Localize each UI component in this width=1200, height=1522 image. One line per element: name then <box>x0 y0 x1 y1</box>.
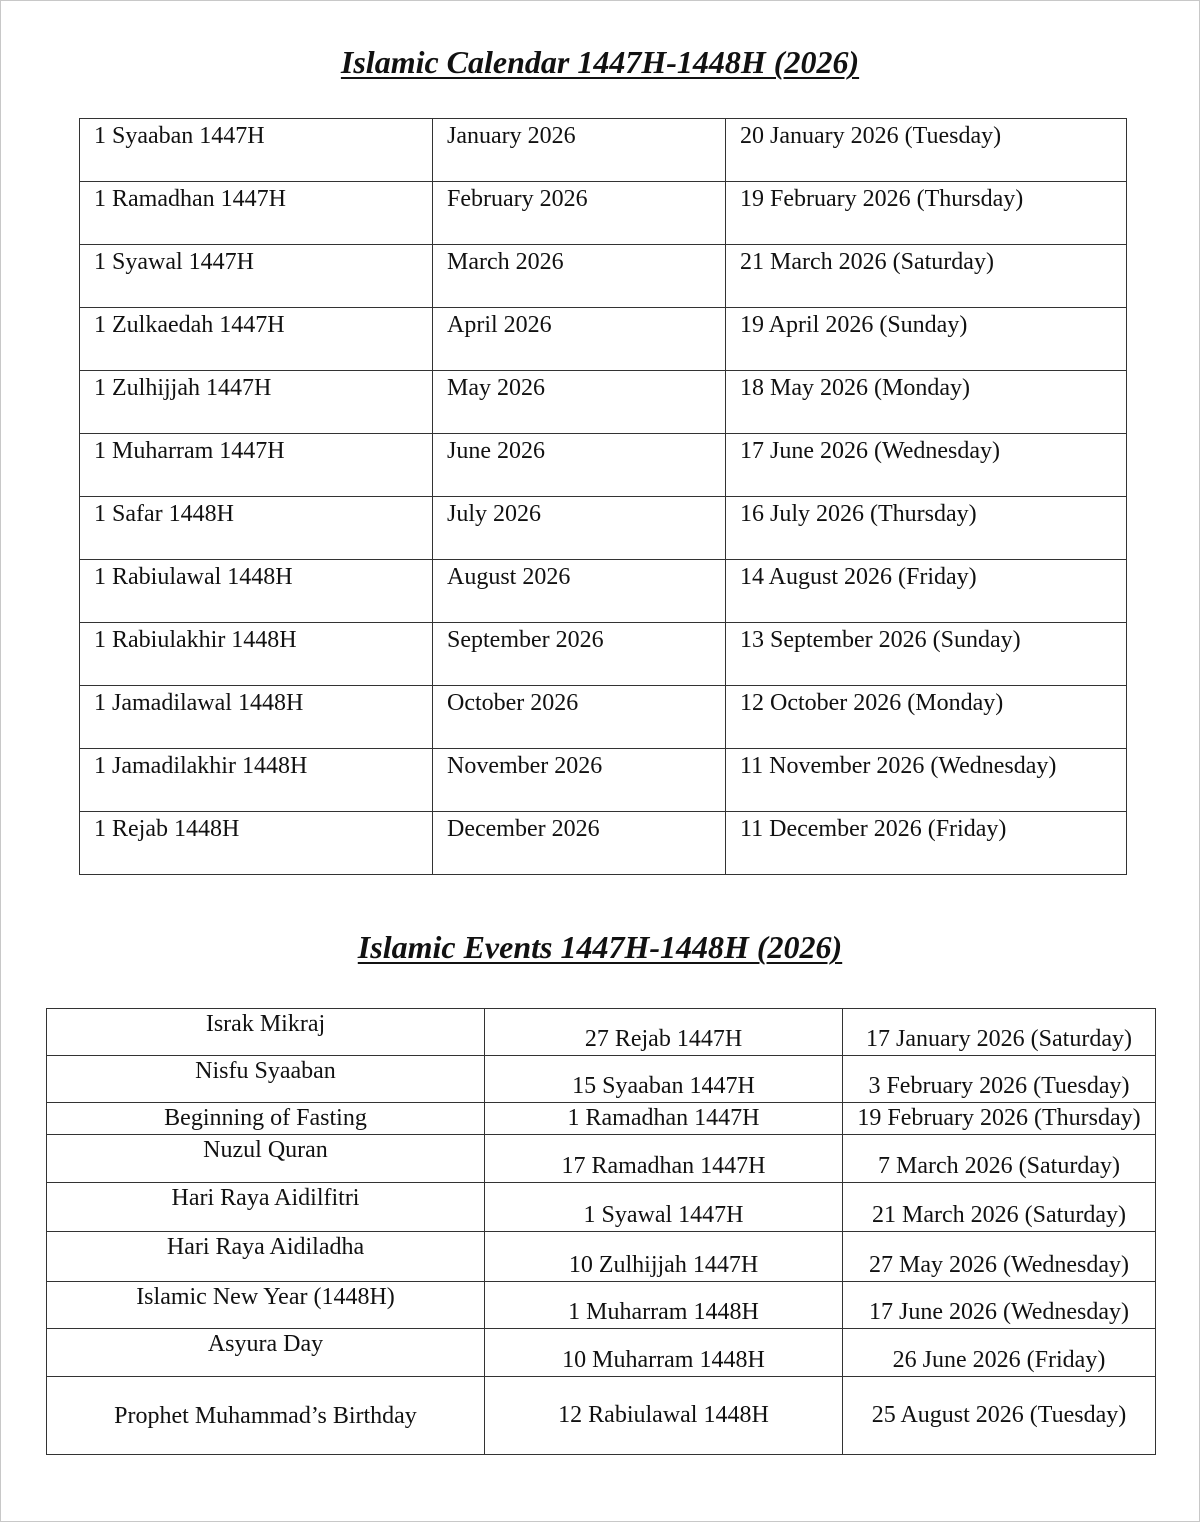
calendar-month-cell: June 2026 <box>433 434 726 497</box>
event-hijri-cell: 15 Syaaban 1447H <box>485 1056 843 1103</box>
event-date-cell: 25 August 2026 (Tuesday) <box>843 1377 1156 1455</box>
calendar-hijri-cell: 1 Zulkaedah 1447H <box>80 308 433 371</box>
event-hijri-cell: 27 Rejab 1447H <box>485 1009 843 1056</box>
event-name-cell: Asyura Day <box>47 1329 485 1377</box>
calendar-row <box>80 371 1127 434</box>
event-row <box>47 1135 1156 1183</box>
events-table-body <box>47 1009 1156 1455</box>
event-hijri-cell: 10 Zulhijjah 1447H <box>485 1232 843 1282</box>
event-name-cell: Israk Mikraj <box>47 1009 485 1056</box>
calendar-month-cell: December 2026 <box>433 812 726 875</box>
event-hijri-cell: 12 Rabiulawal 1448H <box>485 1377 843 1455</box>
calendar-row <box>80 686 1127 749</box>
event-name-cell: Islamic New Year (1448H) <box>47 1282 485 1329</box>
calendar-month-cell: April 2026 <box>433 308 726 371</box>
calendar-date-cell: 13 September 2026 (Sunday) <box>726 623 1127 686</box>
calendar-month-cell: March 2026 <box>433 245 726 308</box>
calendar-date-cell: 19 April 2026 (Sunday) <box>726 308 1127 371</box>
event-row <box>47 1183 1156 1232</box>
event-name-cell: Beginning of Fasting <box>47 1103 485 1135</box>
calendar-hijri-cell: 1 Rejab 1448H <box>80 812 433 875</box>
calendar-hijri-cell: 1 Syawal 1447H <box>80 245 433 308</box>
calendar-date-cell: 21 March 2026 (Saturday) <box>726 245 1127 308</box>
event-date-cell: 17 June 2026 (Wednesday) <box>843 1282 1156 1329</box>
calendar-month-cell: August 2026 <box>433 560 726 623</box>
event-row <box>47 1232 1156 1282</box>
calendar-hijri-cell: 1 Syaaban 1447H <box>80 119 433 182</box>
calendar-row <box>80 749 1127 812</box>
calendar-date-cell: 16 July 2026 (Thursday) <box>726 497 1127 560</box>
event-row <box>47 1009 1156 1056</box>
calendar-hijri-cell: 1 Rabiulakhir 1448H <box>80 623 433 686</box>
calendar-row <box>80 182 1127 245</box>
event-hijri-cell: 17 Ramadhan 1447H <box>485 1135 843 1183</box>
event-name-cell: Prophet Muhammad’s Birthday <box>47 1377 485 1455</box>
event-name-cell: Nisfu Syaaban <box>47 1056 485 1103</box>
calendar-date-cell: 12 October 2026 (Monday) <box>726 686 1127 749</box>
calendar-row <box>80 497 1127 560</box>
calendar-row <box>80 245 1127 308</box>
calendar-hijri-cell: 1 Muharram 1447H <box>80 434 433 497</box>
calendar-date-cell: 19 February 2026 (Thursday) <box>726 182 1127 245</box>
calendar-month-cell: November 2026 <box>433 749 726 812</box>
calendar-month-cell: October 2026 <box>433 686 726 749</box>
calendar-hijri-cell: 1 Ramadhan 1447H <box>80 182 433 245</box>
calendar-hijri-cell: 1 Jamadilawal 1448H <box>80 686 433 749</box>
event-hijri-cell: 1 Muharram 1448H <box>485 1282 843 1329</box>
calendar-hijri-cell: 1 Rabiulawal 1448H <box>80 560 433 623</box>
calendar-row <box>80 119 1127 182</box>
calendar-date-cell: 18 May 2026 (Monday) <box>726 371 1127 434</box>
event-name-cell: Hari Raya Aidilfitri <box>47 1183 485 1232</box>
event-row <box>47 1056 1156 1103</box>
event-date-cell: 3 February 2026 (Tuesday) <box>843 1056 1156 1103</box>
calendar-month-cell: July 2026 <box>433 497 726 560</box>
calendar-row <box>80 560 1127 623</box>
calendar-date-cell: 17 June 2026 (Wednesday) <box>726 434 1127 497</box>
calendar-table <box>79 118 1127 875</box>
event-date-cell: 21 March 2026 (Saturday) <box>843 1183 1156 1232</box>
calendar-row <box>80 308 1127 371</box>
events-title: Islamic Events 1447H-1448H (2026) <box>357 929 843 965</box>
calendar-date-cell: 11 November 2026 (Wednesday) <box>726 749 1127 812</box>
calendar-hijri-cell: 1 Zulhijjah 1447H <box>80 371 433 434</box>
calendar-date-cell: 14 August 2026 (Friday) <box>726 560 1127 623</box>
event-date-cell: 27 May 2026 (Wednesday) <box>843 1232 1156 1282</box>
calendar-row <box>80 623 1127 686</box>
calendar-hijri-cell: 1 Jamadilakhir 1448H <box>80 749 433 812</box>
event-name-cell: Nuzul Quran <box>47 1135 485 1183</box>
event-hijri-cell: 1 Syawal 1447H <box>485 1183 843 1232</box>
event-row <box>47 1103 1156 1135</box>
calendar-title: Islamic Calendar 1447H-1448H (2026) <box>340 44 860 80</box>
event-row <box>47 1377 1156 1455</box>
calendar-row <box>80 812 1127 875</box>
event-hijri-cell: 1 Ramadhan 1447H <box>485 1103 843 1135</box>
calendar-date-cell: 11 December 2026 (Friday) <box>726 812 1127 875</box>
event-row <box>47 1282 1156 1329</box>
event-date-cell: 26 June 2026 (Friday) <box>843 1329 1156 1377</box>
calendar-month-cell: September 2026 <box>433 623 726 686</box>
event-name-cell: Hari Raya Aidiladha <box>47 1232 485 1282</box>
event-date-cell: 7 March 2026 (Saturday) <box>843 1135 1156 1183</box>
calendar-table-body <box>80 119 1127 875</box>
event-date-cell: 19 February 2026 (Thursday) <box>843 1103 1156 1135</box>
calendar-date-cell: 20 January 2026 (Tuesday) <box>726 119 1127 182</box>
events-table <box>46 1008 1156 1455</box>
event-hijri-cell: 10 Muharram 1448H <box>485 1329 843 1377</box>
calendar-row <box>80 434 1127 497</box>
event-row <box>47 1329 1156 1377</box>
calendar-month-cell: February 2026 <box>433 182 726 245</box>
event-date-cell: 17 January 2026 (Saturday) <box>843 1009 1156 1056</box>
calendar-month-cell: May 2026 <box>433 371 726 434</box>
calendar-month-cell: January 2026 <box>433 119 726 182</box>
calendar-hijri-cell: 1 Safar 1448H <box>80 497 433 560</box>
